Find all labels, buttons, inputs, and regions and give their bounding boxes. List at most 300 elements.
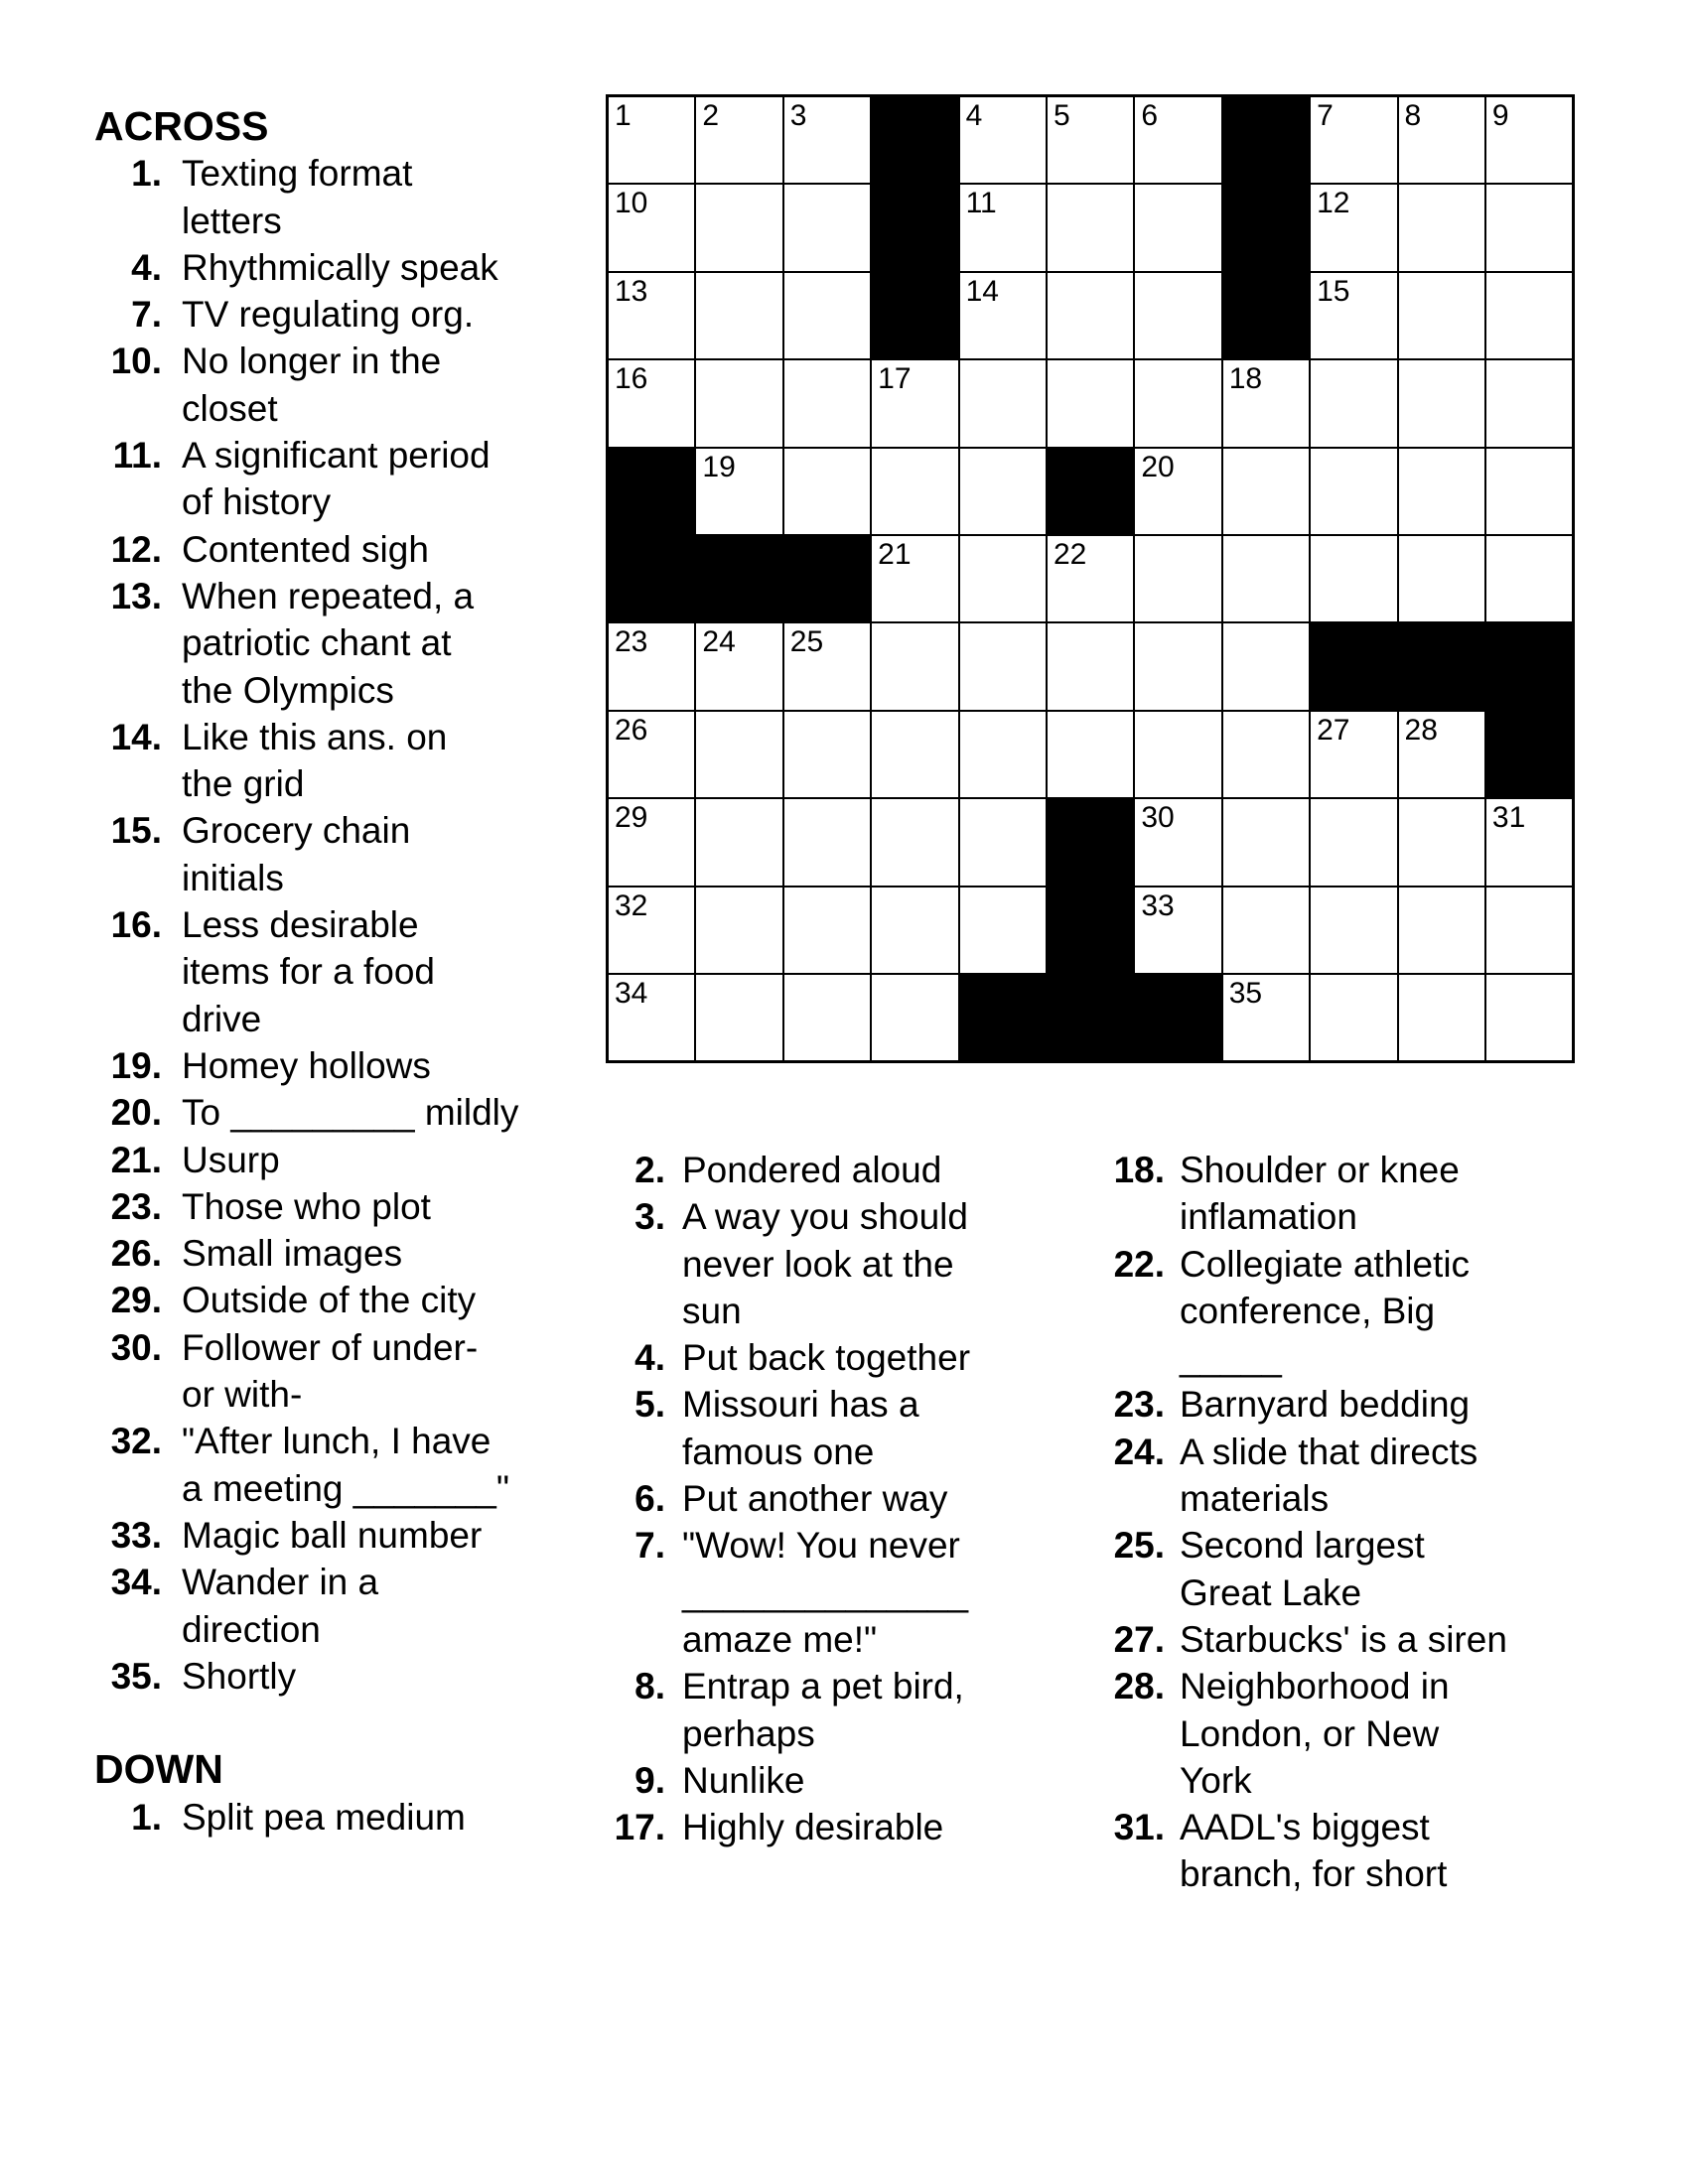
grid-black-cell xyxy=(1398,622,1485,710)
clue-text xyxy=(182,338,441,432)
clue-text xyxy=(182,1418,509,1512)
clue-item xyxy=(1102,1381,1507,1428)
clue-number: 17. xyxy=(614,1807,665,1848)
clue-number: 7. xyxy=(634,1525,665,1567)
grid-cell[interactable] xyxy=(1485,798,1573,886)
grid-cell[interactable] xyxy=(695,448,782,535)
clue-text xyxy=(182,1089,518,1136)
grid-cell[interactable] xyxy=(1485,184,1573,271)
clue-number: 3. xyxy=(634,1196,665,1238)
left-clue-column xyxy=(94,103,518,1841)
clue-item xyxy=(94,1794,518,1841)
clue-item xyxy=(604,1475,970,1522)
grid-cell[interactable] xyxy=(959,622,1047,710)
clue-item xyxy=(604,1522,970,1663)
clue-line: Highly desirable xyxy=(682,1807,944,1848)
clue-line: letters xyxy=(182,200,282,241)
clue-text xyxy=(182,807,410,901)
grid-cell[interactable] xyxy=(1310,359,1397,447)
grid-cell[interactable] xyxy=(695,887,782,974)
grid-black-cell xyxy=(1222,184,1310,271)
grid-cell[interactable] xyxy=(1222,711,1310,798)
clue-item xyxy=(604,1663,970,1757)
clue-item xyxy=(94,1559,518,1653)
cell-number: 24 xyxy=(702,625,736,659)
clue-line: branch, for short xyxy=(1180,1853,1448,1895)
grid-cell[interactable] xyxy=(1398,711,1485,798)
clue-number: 12. xyxy=(110,528,162,570)
cell-number: 27 xyxy=(1317,713,1350,747)
clue-text xyxy=(182,1512,482,1559)
clue-line: Usurp xyxy=(182,1139,280,1180)
clue-line: Contented sigh xyxy=(182,528,429,570)
grid-cell[interactable] xyxy=(1310,711,1397,798)
clue-number: 25. xyxy=(1113,1525,1165,1567)
grid-cell[interactable] xyxy=(871,448,958,535)
clue-line: A way you should xyxy=(682,1196,968,1238)
clue-item xyxy=(94,150,518,244)
grid-cell[interactable] xyxy=(1485,974,1573,1061)
clue-number: 4. xyxy=(634,1337,665,1379)
grid-black-cell xyxy=(1222,272,1310,359)
clue-line: perhaps xyxy=(682,1712,815,1754)
clue-text xyxy=(1180,1616,1507,1663)
clue-line: Grocery chain xyxy=(182,810,411,852)
clue-line: When repeated, a xyxy=(182,575,475,616)
clue-item xyxy=(94,714,518,808)
grid-cell[interactable] xyxy=(959,448,1047,535)
grid-cell[interactable] xyxy=(608,359,695,447)
grid-cell[interactable] xyxy=(608,974,695,1061)
clue-item xyxy=(604,1334,970,1381)
clue-text xyxy=(1180,1241,1470,1382)
grid-cell[interactable] xyxy=(1310,798,1397,886)
clue-line: Texting format xyxy=(182,153,413,195)
grid-cell[interactable] xyxy=(1485,96,1573,184)
grid-cell[interactable] xyxy=(1398,798,1485,886)
clue-line: Put back together xyxy=(682,1337,971,1379)
grid-cell[interactable] xyxy=(608,887,695,974)
clue-line: Split pea medium xyxy=(182,1796,466,1838)
clue-number: 23. xyxy=(1113,1384,1165,1426)
grid-cell[interactable] xyxy=(1047,272,1134,359)
cell-number: 20 xyxy=(1141,450,1175,483)
clue-item xyxy=(94,338,518,432)
cell-number: 1 xyxy=(615,99,632,132)
clue-number: 11. xyxy=(112,435,162,477)
clue-number: 34. xyxy=(110,1562,162,1603)
grid-cell[interactable] xyxy=(783,887,871,974)
clue-text xyxy=(682,1475,947,1522)
clue-number: 31. xyxy=(1113,1807,1165,1848)
grid-cell[interactable] xyxy=(1222,974,1310,1061)
clue-text xyxy=(682,1663,964,1757)
clue-line: sun xyxy=(682,1290,742,1331)
clue-number: 35. xyxy=(110,1655,162,1697)
grid-black-cell xyxy=(1485,622,1573,710)
clue-line: "Wow! You never xyxy=(682,1525,960,1567)
clue-item xyxy=(94,1512,518,1559)
grid-cell[interactable] xyxy=(1485,359,1573,447)
clue-line: Rhythmically speak xyxy=(182,246,498,288)
grid-cell[interactable] xyxy=(783,96,871,184)
clue-line: Starbucks' is a siren xyxy=(1180,1618,1507,1660)
grid-cell[interactable] xyxy=(871,622,958,710)
grid-cell[interactable] xyxy=(1398,184,1485,271)
clue-text xyxy=(182,1137,280,1183)
clue-text xyxy=(682,1147,941,1193)
cell-number: 6 xyxy=(1141,99,1159,132)
clue-number: 15. xyxy=(110,810,162,852)
cell-number: 23 xyxy=(615,625,648,659)
clue-line: Missouri has a xyxy=(682,1384,919,1426)
clue-text xyxy=(182,1277,476,1323)
clue-text xyxy=(182,573,474,714)
clue-line: direction xyxy=(182,1608,321,1650)
grid-cell[interactable] xyxy=(1134,622,1221,710)
clue-line: York xyxy=(1180,1759,1252,1801)
cell-number: 11 xyxy=(965,187,997,220)
grid-cell[interactable] xyxy=(1222,359,1310,447)
clue-text xyxy=(182,244,498,291)
clue-item xyxy=(94,1089,518,1136)
cell-number: 9 xyxy=(1491,99,1509,132)
cell-number: 30 xyxy=(1141,801,1175,835)
clue-item xyxy=(94,291,518,338)
clue-text xyxy=(682,1757,804,1804)
grid-cell[interactable] xyxy=(1047,535,1134,622)
grid-cell[interactable] xyxy=(1134,272,1221,359)
clue-text xyxy=(682,1381,919,1475)
cell-number: 19 xyxy=(702,450,736,483)
clue-item xyxy=(94,807,518,901)
grid-cell[interactable] xyxy=(871,359,958,447)
clue-number: 1. xyxy=(131,1796,162,1838)
grid-black-cell xyxy=(1047,798,1134,886)
grid-cell[interactable] xyxy=(783,448,871,535)
clue-number: 26. xyxy=(110,1233,162,1275)
clue-line: inflamation xyxy=(1180,1196,1357,1238)
grid-cell[interactable] xyxy=(783,974,871,1061)
clue-number: 29. xyxy=(110,1280,162,1321)
clue-line: Great Lake xyxy=(1180,1571,1362,1613)
clue-text xyxy=(182,1794,466,1841)
grid-cell[interactable] xyxy=(1310,887,1397,974)
clue-line: _____ xyxy=(1180,1337,1282,1379)
grid-black-cell xyxy=(1047,887,1134,974)
clue-line: Shoulder or knee xyxy=(1180,1150,1460,1190)
clue-number: 9. xyxy=(634,1759,665,1801)
down-clues-middle xyxy=(604,1147,970,1850)
grid-black-cell xyxy=(608,448,695,535)
cell-number: 26 xyxy=(615,713,648,747)
crossword-grid xyxy=(606,94,1575,1063)
cell-number: 29 xyxy=(615,801,648,835)
clue-line: the grid xyxy=(182,763,305,805)
grid-black-cell xyxy=(871,96,958,184)
grid-cell[interactable] xyxy=(695,272,782,359)
clue-item xyxy=(1102,1241,1507,1382)
grid-cell[interactable] xyxy=(1134,887,1221,974)
grid-cell[interactable] xyxy=(959,96,1047,184)
grid-cell[interactable] xyxy=(1134,359,1221,447)
grid-cell[interactable] xyxy=(1310,184,1397,271)
clue-line: To _________ mildly xyxy=(182,1092,519,1134)
across-header: ACROSS xyxy=(94,103,269,149)
grid-cell[interactable] xyxy=(959,798,1047,886)
cell-number: 22 xyxy=(1053,537,1087,571)
clue-line: Follower of under- xyxy=(182,1326,479,1368)
clue-item xyxy=(94,1230,518,1277)
grid-cell[interactable] xyxy=(1134,448,1221,535)
clue-line: items for a food xyxy=(182,951,436,993)
section-gap xyxy=(94,1700,518,1746)
grid-cell[interactable] xyxy=(695,974,782,1061)
grid-cell[interactable] xyxy=(959,535,1047,622)
grid-cell[interactable] xyxy=(1222,798,1310,886)
grid-cell[interactable] xyxy=(608,96,695,184)
cell-number: 12 xyxy=(1317,187,1350,220)
clue-text xyxy=(182,1042,431,1089)
grid-black-cell xyxy=(1222,96,1310,184)
clue-line: the Olympics xyxy=(182,669,394,711)
grid-black-cell xyxy=(608,535,695,622)
clue-text xyxy=(682,1522,968,1663)
clue-text xyxy=(182,432,491,526)
clue-item xyxy=(94,526,518,573)
grid-cell[interactable] xyxy=(1398,535,1485,622)
grid-cell[interactable] xyxy=(1222,887,1310,974)
clue-line: never look at the xyxy=(682,1243,954,1285)
clue-line: drive xyxy=(182,998,262,1039)
grid-cell[interactable] xyxy=(608,798,695,886)
grid-cell[interactable] xyxy=(783,272,871,359)
grid-cell[interactable] xyxy=(871,711,958,798)
cell-number: 16 xyxy=(615,362,648,396)
down-clues-right xyxy=(1102,1147,1507,1898)
clue-line: Put another way xyxy=(682,1478,948,1520)
clue-text xyxy=(182,1230,402,1277)
grid-cell[interactable] xyxy=(1047,184,1134,271)
grid-cell[interactable] xyxy=(1222,535,1310,622)
clue-number: 4. xyxy=(131,246,162,288)
cell-number: 18 xyxy=(1228,362,1263,396)
clue-line: Small images xyxy=(182,1233,403,1275)
grid-black-cell xyxy=(871,272,958,359)
cell-number: 33 xyxy=(1141,888,1175,922)
grid-black-cell xyxy=(1485,711,1573,798)
clue-line: Neighborhood in xyxy=(1180,1666,1450,1707)
grid-cell[interactable] xyxy=(608,711,695,798)
cell-number: 4 xyxy=(965,99,983,132)
clue-number: 32. xyxy=(110,1421,162,1462)
clue-item xyxy=(94,1418,518,1512)
clue-item xyxy=(94,1183,518,1230)
grid-cell[interactable] xyxy=(959,711,1047,798)
clue-item xyxy=(604,1804,970,1850)
clue-line: A significant period xyxy=(182,435,491,477)
clue-item xyxy=(1102,1804,1507,1898)
grid-cell[interactable] xyxy=(1134,711,1221,798)
across-clues xyxy=(94,150,518,1700)
grid-cell[interactable] xyxy=(959,184,1047,271)
clue-number: 1. xyxy=(131,153,162,195)
grid-cell[interactable] xyxy=(783,359,871,447)
clue-line: Barnyard bedding xyxy=(1180,1384,1471,1426)
clue-item xyxy=(94,1324,518,1419)
clue-line: Those who plot xyxy=(182,1185,431,1227)
grid-cell[interactable] xyxy=(608,622,695,710)
clue-item xyxy=(604,1147,970,1193)
grid-cell[interactable] xyxy=(783,798,871,886)
clue-number: 6. xyxy=(634,1478,665,1520)
grid-cell[interactable] xyxy=(1485,887,1573,974)
clue-number: 19. xyxy=(110,1044,162,1086)
grid-cell[interactable] xyxy=(1222,448,1310,535)
clue-number: 10. xyxy=(110,341,162,382)
grid-black-cell xyxy=(1134,974,1221,1061)
clue-line: of history xyxy=(182,481,332,523)
grid-cell[interactable] xyxy=(1398,96,1485,184)
grid-cell[interactable] xyxy=(1310,535,1397,622)
clue-number: 28. xyxy=(1113,1666,1165,1707)
clue-line: London, or New xyxy=(1180,1712,1440,1754)
grid-cell[interactable] xyxy=(959,887,1047,974)
grid-cell[interactable] xyxy=(1047,622,1134,710)
clue-line: ______________ xyxy=(682,1571,969,1613)
cell-number: 10 xyxy=(615,187,648,220)
cell-number: 14 xyxy=(965,274,999,308)
clue-text xyxy=(1180,1663,1450,1804)
clue-number: 21. xyxy=(110,1139,162,1180)
grid-cell[interactable] xyxy=(1398,272,1485,359)
clue-line: amaze me!" xyxy=(682,1618,878,1660)
clue-text xyxy=(1180,1381,1470,1428)
down-header: DOWN xyxy=(94,1746,223,1793)
grid-cell[interactable] xyxy=(608,272,695,359)
grid-cell[interactable] xyxy=(1047,96,1134,184)
clue-text xyxy=(182,1183,431,1230)
grid-cell[interactable] xyxy=(871,974,958,1061)
clue-item xyxy=(1102,1616,1507,1663)
grid-cell[interactable] xyxy=(1222,622,1310,710)
grid-cell[interactable] xyxy=(871,887,958,974)
clue-number: 23. xyxy=(110,1185,162,1227)
clue-number: 8. xyxy=(634,1666,665,1707)
grid-cell[interactable] xyxy=(783,711,871,798)
down-clues-left xyxy=(94,1794,518,1841)
grid-cell[interactable] xyxy=(1398,359,1485,447)
clue-line: "After lunch, I have xyxy=(182,1421,492,1462)
grid-cell[interactable] xyxy=(695,359,782,447)
grid-cell[interactable] xyxy=(1134,96,1221,184)
grid-cell[interactable] xyxy=(959,359,1047,447)
clue-number: 22. xyxy=(1113,1243,1165,1285)
clue-item xyxy=(94,1137,518,1183)
grid-black-cell xyxy=(695,535,782,622)
clue-line: Outside of the city xyxy=(182,1280,477,1321)
clue-text xyxy=(182,1324,478,1419)
clue-line: Homey hollows xyxy=(182,1044,431,1086)
grid-cell[interactable] xyxy=(608,184,695,271)
cell-number: 21 xyxy=(878,537,912,571)
grid-cell[interactable] xyxy=(1485,535,1573,622)
clue-number: 20. xyxy=(110,1092,162,1134)
grid-cell[interactable] xyxy=(1485,272,1573,359)
grid-cell[interactable] xyxy=(1134,798,1221,886)
grid-cell[interactable] xyxy=(1398,448,1485,535)
cell-number: 3 xyxy=(789,99,807,132)
clue-number: 30. xyxy=(110,1326,162,1368)
clue-item xyxy=(94,1653,518,1700)
grid-cell[interactable] xyxy=(695,798,782,886)
clue-line: AADL's biggest xyxy=(1180,1807,1430,1848)
clue-item xyxy=(94,1277,518,1323)
clue-line: patriotic chant at xyxy=(182,622,452,664)
grid-cell[interactable] xyxy=(1310,448,1397,535)
cell-number: 15 xyxy=(1317,274,1350,308)
grid-black-cell xyxy=(1047,974,1134,1061)
grid-cell[interactable] xyxy=(1310,272,1397,359)
grid-cell[interactable] xyxy=(871,535,958,622)
grid-cell[interactable] xyxy=(695,96,782,184)
grid-cell[interactable] xyxy=(1398,974,1485,1061)
grid-cell[interactable] xyxy=(1134,184,1221,271)
clue-line: Second largest xyxy=(1180,1525,1425,1567)
grid-cell[interactable] xyxy=(695,184,782,271)
clue-number: 27. xyxy=(1113,1618,1165,1660)
clue-number: 5. xyxy=(634,1384,665,1426)
clue-number: 18. xyxy=(1113,1150,1165,1190)
grid-cell[interactable] xyxy=(871,798,958,886)
clue-text xyxy=(182,714,447,808)
clue-number: 13. xyxy=(110,575,162,616)
clue-text xyxy=(682,1193,968,1334)
grid-cell[interactable] xyxy=(1310,974,1397,1061)
clue-item xyxy=(94,1042,518,1089)
cell-number: 2 xyxy=(702,99,720,132)
grid-cell[interactable] xyxy=(1398,887,1485,974)
grid-cell[interactable] xyxy=(695,622,782,710)
clue-text xyxy=(1180,1429,1477,1523)
clue-text xyxy=(182,901,435,1042)
clue-line: Nunlike xyxy=(682,1759,805,1801)
clue-item xyxy=(1102,1147,1507,1241)
grid-cell[interactable] xyxy=(1047,711,1134,798)
grid-cell[interactable] xyxy=(959,272,1047,359)
clue-line: No longer in the xyxy=(182,341,442,382)
clue-line: Magic ball number xyxy=(182,1514,483,1556)
cell-number: 32 xyxy=(615,888,648,922)
grid-black-cell xyxy=(783,535,871,622)
clue-item xyxy=(94,244,518,291)
grid-cell[interactable] xyxy=(695,711,782,798)
clue-item xyxy=(94,901,518,1042)
clue-line: Like this ans. on xyxy=(182,716,448,757)
cell-number: 28 xyxy=(1404,713,1438,747)
clue-line: TV regulating org. xyxy=(182,294,475,336)
grid-cell[interactable] xyxy=(783,184,871,271)
grid-cell[interactable] xyxy=(783,622,871,710)
cell-number: 13 xyxy=(615,274,648,308)
grid-cell[interactable] xyxy=(1134,535,1221,622)
clue-item xyxy=(604,1193,970,1334)
grid-cell[interactable] xyxy=(1047,359,1134,447)
grid-cell[interactable] xyxy=(1310,96,1397,184)
grid-cell[interactable] xyxy=(1485,448,1573,535)
cell-number: 17 xyxy=(878,362,912,396)
clue-line: Entrap a pet bird, xyxy=(682,1666,964,1707)
